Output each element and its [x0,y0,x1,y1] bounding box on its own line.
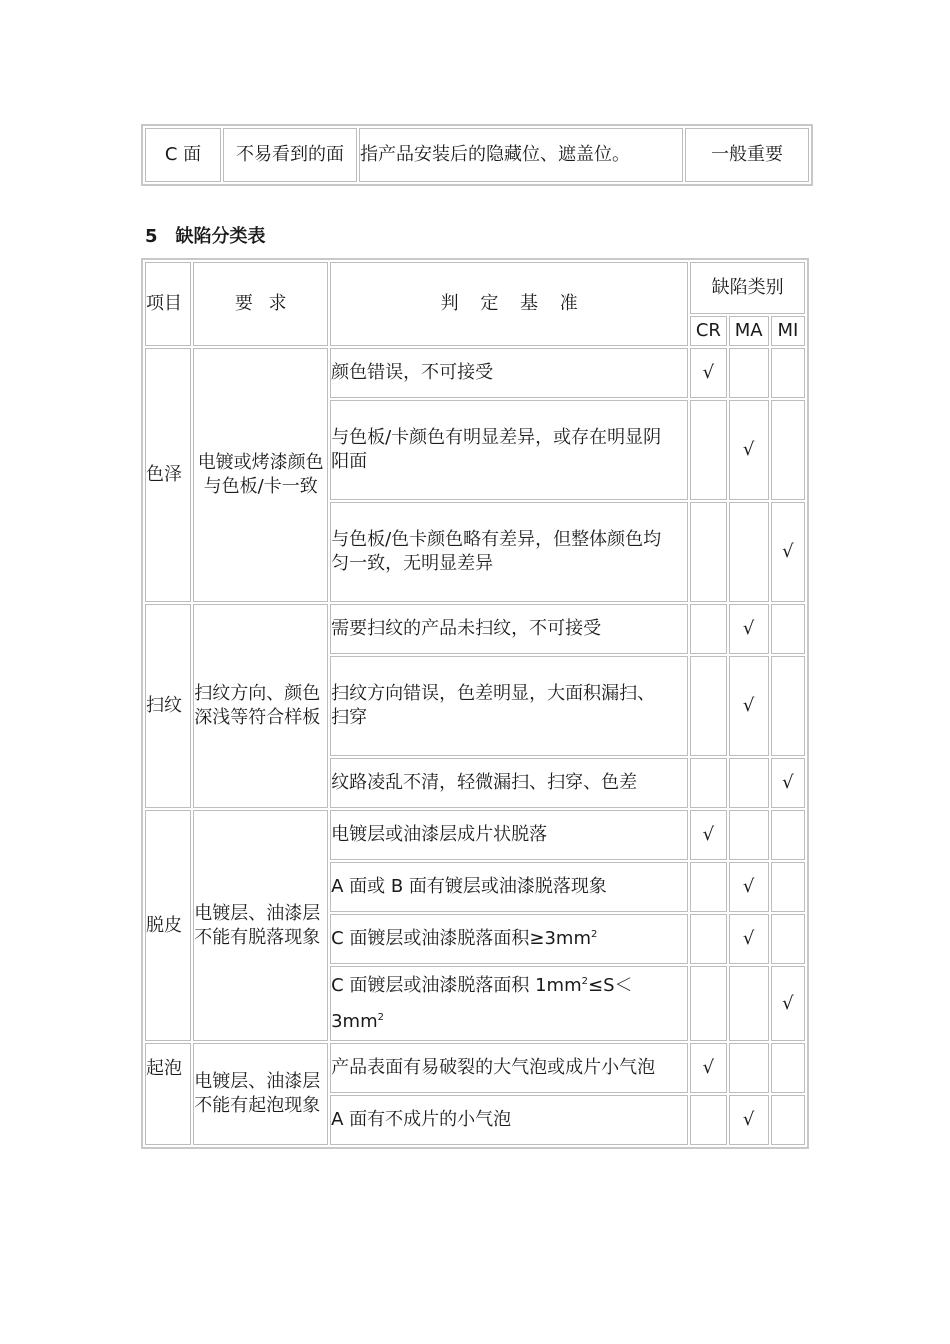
defect-item: 扫纹 [145,604,191,808]
defect-criteria: 颜色错误，不可接受 [330,348,688,398]
header-criteria: 判 定 基 准 [330,262,688,346]
check-mark-icon: √ [782,772,794,793]
defect-criteria: 电镀层或油漆层成片状脱落 [330,810,688,860]
level-cr-cell [690,1095,726,1145]
level-cr-cell [690,758,726,808]
defect-item: 脱皮 [145,810,191,1041]
defect-requirement: 扫纹方向、颜色 深浅等符合样板 [193,604,328,808]
level-ma-cell [729,604,769,654]
level-cr-cell [690,348,726,398]
surface-importance: 一般重要 [685,128,809,182]
defect-requirement: 电镀层、油漆层 不能有脱落现象 [193,810,328,1041]
defect-criteria: 需要扫纹的产品未扫纹，不可接受 [330,604,688,654]
defect-classification-table [141,258,809,1149]
level-cr-cell [690,1043,726,1093]
level-mi-cell [771,758,805,808]
defect-requirement: 电镀或烤漆颜色 与色板/卡一致 [193,348,328,602]
surface-name: 不易看到的面 [223,128,357,182]
level-ma-cell [729,966,769,1041]
table-row [145,128,809,182]
level-ma-cell [729,914,769,964]
level-mi-cell [771,810,805,860]
defect-item: 色泽 [145,348,191,602]
level-cr-cell [690,400,726,500]
level-mi-cell [771,1095,805,1145]
header-requirement: 要 求 [193,262,328,346]
level-mi-cell [771,400,805,500]
defect-item: 起泡 [145,1043,191,1145]
table-row [145,348,805,398]
level-cr-cell [690,604,726,654]
defect-criteria: C 面镀层或油漆脱落面积$\ge 3mm^2$ [330,914,688,964]
check-mark-icon: √ [742,1109,755,1130]
level-mi-cell [771,604,805,654]
defect-criteria: C 面镀层或油漆脱落面积 $1mm^2\le S<$ $3mm^2$ [330,966,688,1041]
level-ma-cell [729,502,769,602]
level-ma-cell [729,758,769,808]
surface-description: 指产品安装后的隐藏位、遮盖位。 [359,128,683,182]
section-heading [145,222,266,248]
table-row [145,810,805,860]
table-row [145,604,805,654]
level-ma-cell [729,400,769,500]
defect-criteria: 与色板/卡颜色有明显差异，或存在明显阴 阳面 [330,400,688,500]
section-title: 缺陷分类表 [175,226,266,247]
defect-criteria: 与色板/色卡颜色略有差异，但整体颜色均 匀一致，无明显差异 [330,502,688,602]
level-ma-cell [729,810,769,860]
header-mi: MI [771,316,805,346]
defect-requirement: 电镀层、油漆层 不能有起泡现象 [193,1043,328,1145]
defect-criteria: 纹路凌乱不清，轻微漏扫、扫穿、色差 [330,758,688,808]
surface-definition-table [141,124,813,186]
header-ma: MA [729,316,769,346]
check-mark-icon: √ [742,928,755,949]
defect-criteria: A 面或 B 面有镀层或油漆脱落现象 [330,862,688,912]
level-cr-cell [690,914,726,964]
level-ma-cell [729,656,769,756]
level-mi-cell [771,348,805,398]
level-mi-cell [771,914,805,964]
header-cr: CR [690,316,726,346]
level-ma-cell [729,1095,769,1145]
check-mark-icon: √ [742,618,755,639]
level-mi-cell [771,862,805,912]
defect-criteria: A 面有不成片的小气泡 [330,1095,688,1145]
check-mark-icon: √ [702,824,715,845]
check-mark-icon: √ [702,1057,715,1078]
table-row [145,1043,805,1093]
level-mi-cell [771,966,805,1041]
check-mark-icon: √ [742,439,755,460]
defect-criteria: 扫纹方向错误，色差明显，大面积漏扫、 扫穿 [330,656,688,756]
level-cr-cell [690,656,726,756]
header-item: 项目 [145,262,191,346]
surface-code: C 面 [145,128,221,182]
check-mark-icon: √ [742,695,755,716]
level-mi-cell [771,1043,805,1093]
level-cr-cell [690,862,726,912]
header-category: 缺陷类别 [690,262,805,314]
header-row [145,262,805,314]
level-ma-cell [729,862,769,912]
level-mi-cell [771,502,805,602]
level-ma-cell [729,348,769,398]
check-mark-icon: √ [702,362,715,383]
level-cr-cell [690,810,726,860]
section-number: 5 [145,226,158,247]
level-cr-cell [690,966,726,1041]
check-mark-icon: √ [782,541,794,562]
level-ma-cell [729,1043,769,1093]
check-mark-icon: √ [742,876,755,897]
check-mark-icon: √ [782,992,794,1014]
level-mi-cell [771,656,805,756]
defect-criteria: 产品表面有易破裂的大气泡或成片小气泡 [330,1043,688,1093]
level-cr-cell [690,502,726,602]
